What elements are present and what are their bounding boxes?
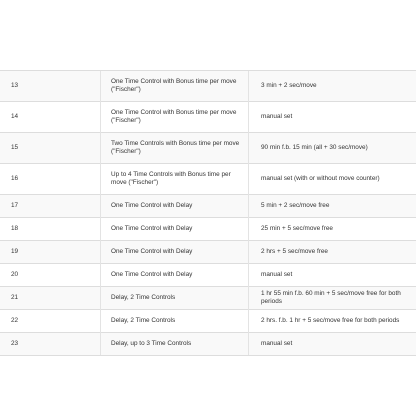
table-row — [0, 164, 416, 195]
row-example: 25 min + 5 sec/move free — [249, 218, 416, 241]
row-number: 18 — [0, 218, 101, 241]
table-row — [0, 241, 416, 264]
table-row — [0, 218, 416, 241]
row-example: manual set — [249, 333, 416, 356]
row-example: 1 hr 55 min f.b. 60 min + 5 sec/move free for both periods — [249, 287, 416, 310]
row-number: 20 — [0, 264, 101, 287]
row-type: Delay, 2 Time Controls — [101, 287, 249, 310]
row-type: One Time Control with Delay — [101, 241, 249, 264]
row-number: 22 — [0, 310, 101, 333]
row-example: manual set (with or without move counter) — [249, 164, 416, 195]
row-type: One Time Control with Delay — [101, 218, 249, 241]
table-row — [0, 102, 416, 133]
table-row — [0, 264, 416, 287]
table-row — [0, 71, 416, 102]
row-number: 17 — [0, 195, 101, 218]
row-example: 2 hrs + 5 sec/move free — [249, 241, 416, 264]
row-example: 2 hrs. f.b. 1 hr + 5 sec/move free for both periods — [249, 310, 416, 333]
row-type: One Time Control with Delay — [101, 195, 249, 218]
row-type: One Time Control with Bonus time per move ("Fischer") — [101, 102, 249, 133]
row-type: One Time Control with Delay — [101, 264, 249, 287]
row-example: manual set — [249, 102, 416, 133]
row-example: 3 min + 2 sec/move — [249, 71, 416, 102]
row-number: 14 — [0, 102, 101, 133]
table-row — [0, 133, 416, 164]
row-number: 15 — [0, 133, 101, 164]
table-row — [0, 333, 416, 356]
row-type: Two Time Controls with Bonus time per move ("Fischer") — [101, 133, 249, 164]
row-type: Delay, 2 Time Controls — [101, 310, 249, 333]
row-type: Up to 4 Time Controls with Bonus time per move ("Fischer") — [101, 164, 249, 195]
table-row — [0, 287, 416, 310]
row-number: 21 — [0, 287, 101, 310]
row-type: Delay, up to 3 Time Controls — [101, 333, 249, 356]
table-row — [0, 195, 416, 218]
table-row — [0, 310, 416, 333]
time-control-table-container — [0, 70, 416, 356]
row-number: 19 — [0, 241, 101, 264]
row-number: 13 — [0, 71, 101, 102]
row-number: 16 — [0, 164, 101, 195]
row-example: 5 min + 2 sec/move free — [249, 195, 416, 218]
row-type: One Time Control with Bonus time per move ("Fischer") — [101, 71, 249, 102]
row-example: manual set — [249, 264, 416, 287]
time-control-table — [0, 70, 416, 356]
row-example: 90 min f.b. 15 min (all + 30 sec/move) — [249, 133, 416, 164]
row-number: 23 — [0, 333, 101, 356]
